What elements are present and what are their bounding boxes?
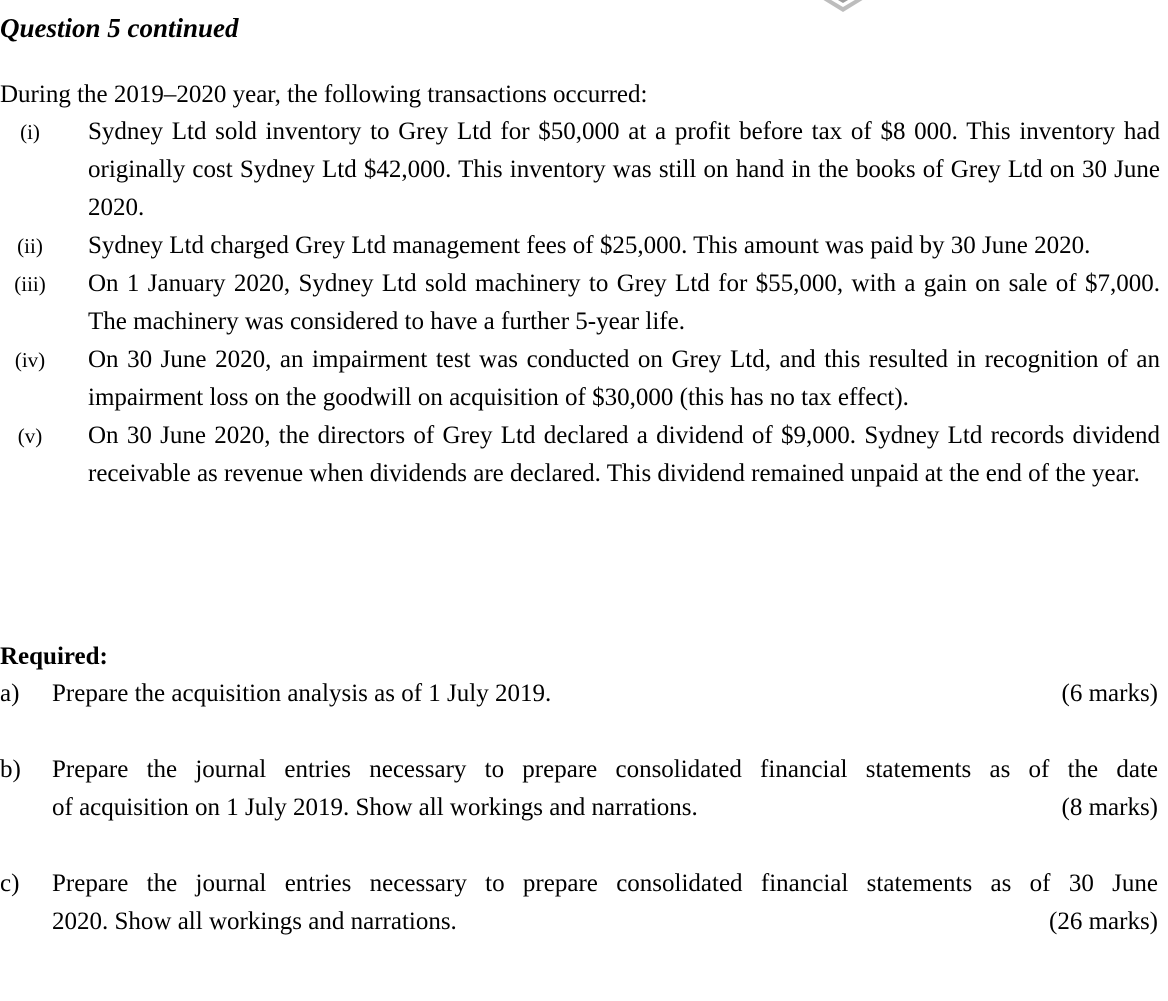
required-part-c <box>0 865 1158 941</box>
required-part-b <box>0 751 1158 827</box>
item-text: On 1 January 2020, Sydney Ltd sold machinery to Grey Ltd for $55,000, with a gain on sale of $7,000. The machinery was considered to have a further 5-year life. <box>88 270 1160 335</box>
item-number: (ii) <box>17 234 43 258</box>
item-number: (iv) <box>14 348 46 372</box>
marks-label: (26 marks) <box>1049 908 1158 935</box>
part-line-1: Prepare the journal entries necessary to prepare consolidated financial statements as of the date <box>52 756 1158 783</box>
part-line-1: Prepare the journal entries necessary to prepare consolidated financial statements as of 30 June <box>52 870 1158 897</box>
item-text: On 30 June 2020, an impairment test was conducted on Grey Ltd, and this resulted in recognition of an impairment loss on the goodwill on acquisition of $30,000 (this has no tax effect). <box>88 346 1160 411</box>
transaction-item <box>0 265 1160 341</box>
transaction-item <box>0 227 1160 265</box>
page-heading: Question 5 continued <box>0 13 239 43</box>
item-text: Sydney Ltd charged Grey Ltd management fees of $25,000. This amount was paid by 30 June 2020. <box>88 232 1091 259</box>
chevron-down-icon <box>815 0 871 14</box>
marks-label: (8 marks) <box>1061 794 1158 821</box>
part-text: 2020. Show all workings and narrations. <box>52 908 457 935</box>
item-number: (v) <box>17 424 43 448</box>
part-letter: a) <box>0 680 20 707</box>
part-text: of acquisition on 1 July 2019. Show all workings and narrations. <box>52 794 698 821</box>
required-part-a <box>0 675 1158 713</box>
transaction-item <box>0 417 1160 493</box>
transaction-list <box>0 113 1160 493</box>
item-text: On 30 June 2020, the directors of Grey Ltd declared a dividend of $9,000. Sydney Ltd records dividend receivable as revenue when dividends are declared. This dividend remained unpaid at the end of the year. <box>88 422 1160 487</box>
required-heading: Required: <box>0 643 108 670</box>
item-text: Sydney Ltd sold inventory to Grey Ltd for $50,000 at a profit before tax of $8 000. This inventory had originally cost Sydney Ltd $42,000. This inventory was still on hand in the books of Grey Ltd on 30 June 2020. <box>88 118 1160 221</box>
transaction-item <box>0 341 1160 417</box>
marks-label: (6 marks) <box>1061 680 1158 707</box>
part-text: Prepare the acquisition analysis as of 1 July 2019. <box>52 680 552 707</box>
item-number: (iii) <box>14 272 46 296</box>
transaction-item <box>0 113 1160 227</box>
item-number: (i) <box>20 120 40 144</box>
part-letter: b) <box>0 756 21 783</box>
intro-text: During the 2019–2020 year, the following transactions occurred: <box>0 81 648 108</box>
part-letter: c) <box>0 870 20 897</box>
